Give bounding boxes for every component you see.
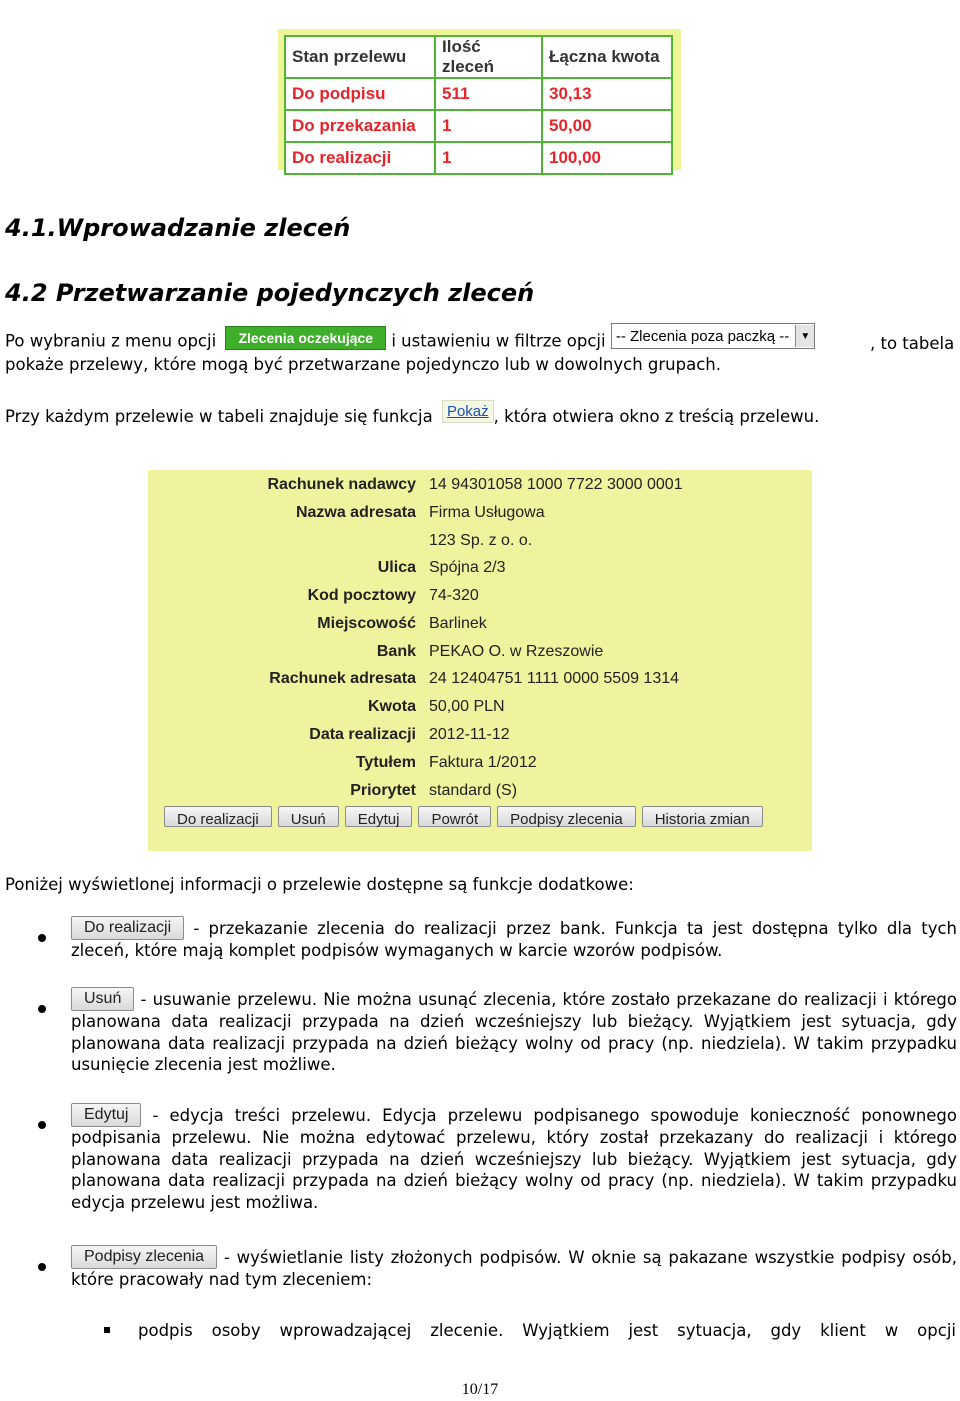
detail-value: 2012-11-12 (429, 726, 510, 743)
column-header-count: Ilość zleceń (435, 36, 542, 78)
powrot-button[interactable]: Powrót (418, 806, 491, 827)
status-summary-table (284, 35, 673, 175)
show-text: , która otwiera okno z treścią przelewu. (493, 407, 820, 426)
table-row[interactable] (285, 78, 672, 110)
status-label[interactable]: Do realizacji (285, 142, 435, 174)
do-realizacji-button[interactable]: Do realizacji (71, 916, 184, 940)
bullet-text: - edycja treści przelewu. Edycja przelewu podpisanego spowoduje konieczność ponownego (141, 1106, 957, 1125)
detail-key: Kod pocztowy (307, 587, 416, 604)
usun-button[interactable]: Usuń (71, 987, 134, 1011)
historia-zmian-button[interactable]: Historia zmian (642, 806, 763, 827)
intro-text: Po wybraniu z menu opcji (5, 331, 217, 351)
detail-value: Spójna 2/3 (429, 559, 506, 576)
detail-value: standard (S) (429, 782, 518, 799)
menu-option-button[interactable]: Zlecenia oczekujące (225, 326, 386, 350)
status-amount[interactable]: 100,00 (542, 142, 672, 174)
bullet-text: - wyświetlanie listy złożonych podpisów. W oknie są pakazane wszystkie podpisy osób, (217, 1248, 957, 1267)
detail-row (148, 500, 812, 528)
bullet-dot (38, 1005, 46, 1013)
detail-key: Nazwa adresata (295, 504, 416, 521)
table-row[interactable] (285, 142, 672, 174)
bullet-item (71, 1103, 957, 1213)
intro-line-1 (5, 323, 955, 352)
detail-key: Ulica (377, 559, 416, 576)
detail-key: Tytułem (355, 754, 416, 771)
filter-select-value: -- Zlecenia poza paczką -- (615, 327, 790, 345)
detail-key: Miejscowość (317, 615, 416, 632)
column-header-amount: Łączna kwota (542, 36, 672, 78)
show-link[interactable]: Pokaż (442, 400, 494, 423)
bullet-text: - przekazanie zlecenia do realizacji przez bank. Funkcja ta jest dostępna tylko dla tych (184, 919, 957, 938)
table-row[interactable] (285, 110, 672, 142)
bullet-text: planowana data realizacji przypada na dzień wcześniejszy lub bieżący. Wyjątkiem jest sytuacja, gdy planowana data realizacji przypada na dzień bieżący wolny od pracy (np. niedziela). W takim przypadku usunięcie zlecenia jest możliwe. (71, 1012, 957, 1074)
detail-row (148, 555, 812, 583)
section-heading-4-1: 4.1.Wprowadzanie zleceń (5, 214, 351, 242)
filter-select[interactable] (611, 323, 815, 349)
detail-key: Rachunek adresata (269, 670, 416, 687)
edytuj-button[interactable]: Edytuj (71, 1103, 141, 1127)
intro-tail: , to tabela (870, 334, 955, 353)
column-header-status: Stan przelewu (285, 36, 435, 78)
detail-row (148, 472, 812, 500)
detail-row (148, 639, 812, 667)
status-label[interactable]: Do podpisu (285, 78, 435, 110)
sub-bullet-text: podpis osoby wprowadzającej zlecenie. Wyjątkiem jest sytuacja, gdy klient w opcji (138, 1321, 956, 1340)
detail-value: Faktura 1/2012 (429, 754, 537, 771)
intro-text: i ustawieniu w filtrze opcji (391, 331, 606, 351)
bullet-text: - usuwanie przelewu. Nie można usunąć zlecenia, które zostało przekazane do realizacji i którego (134, 990, 957, 1009)
detail-key: Rachunek nadawcy (267, 476, 416, 493)
sub-bullet-square (104, 1327, 110, 1333)
detail-row (148, 750, 812, 778)
bullet-dot (38, 1121, 46, 1129)
detail-value: PEKAO O. w Rzeszowie (429, 643, 604, 660)
detail-row (148, 666, 812, 694)
detail-value: 14 94301058 1000 7722 3000 0001 (429, 476, 683, 493)
bullet-item (71, 987, 957, 1076)
bullet-item (71, 1245, 957, 1291)
detail-row (148, 528, 812, 556)
detail-row (148, 722, 812, 750)
section-heading-4-2: 4.2 Przetwarzanie pojedynczych zleceń (5, 279, 535, 307)
do-realizacji-button[interactable]: Do realizacji (164, 806, 272, 827)
show-function-line (5, 400, 819, 427)
detail-value: 24 12404751 1111 0000 5509 1314 (429, 670, 680, 687)
details-action-bar (164, 806, 763, 827)
podpisy-zlecenia-button[interactable]: Podpisy zlecenia (497, 806, 636, 827)
detail-row (148, 694, 812, 722)
bullet-item (71, 916, 957, 962)
detail-value: 123 Sp. z o. o. (429, 532, 533, 549)
detail-row (148, 583, 812, 611)
status-count[interactable]: 1 (435, 142, 542, 174)
status-amount[interactable]: 50,00 (542, 110, 672, 142)
detail-value: Barlinek (429, 615, 487, 632)
bullet-text: zleceń, które mają komplet podpisów wymaganych w karcie wzorów podpisów. (71, 941, 723, 960)
page-number: 10/17 (461, 1381, 499, 1398)
status-summary-panel (278, 29, 681, 170)
bullet-dot (38, 934, 46, 942)
status-count[interactable]: 1 (435, 110, 542, 142)
bullet-dot (38, 1263, 46, 1271)
bullet-text: podpisania przelewu. Nie można edytować przelewu, który został przekazany do realizacji i którego planowana data realizacji przypada na dzień wcześniejszy lub bieżący. Wyjątkiem jest sytuacja, gdy planowana data realizacji przypada na dzień bieżący wolny od pracy (np. niedziela). W takim przypadku edycja przelewu jest możliwa. (71, 1128, 957, 1212)
intro-line-2: pokaże przelewy, które mogą być przetwarzane pojedynczo lub w dowolnych grupach. (5, 355, 721, 374)
bullet-text: które pracowały nad tym zleceniem: (71, 1270, 373, 1289)
detail-value: 74-320 (429, 587, 479, 604)
detail-key: Bank (376, 643, 416, 660)
detail-key: Kwota (368, 698, 416, 715)
show-text: Przy każdym przelewie w tabeli znajduje się funkcja (5, 407, 433, 426)
detail-key: Data realizacji (309, 726, 416, 743)
edytuj-button[interactable]: Edytuj (345, 806, 413, 827)
detail-row (148, 778, 812, 806)
status-count[interactable]: 511 (435, 78, 542, 110)
transfer-details-panel (148, 470, 812, 851)
detail-key: Priorytet (350, 782, 416, 799)
podpisy-zlecenia-button[interactable]: Podpisy zlecenia (71, 1245, 217, 1269)
status-amount[interactable]: 30,13 (542, 78, 672, 110)
detail-value: Firma Usługowa (429, 504, 545, 521)
additional-functions-intro: Poniżej wyświetlonej informacji o przelewie dostępne są funkcje dodatkowe: (5, 875, 634, 894)
detail-value: 50,00 PLN (429, 698, 505, 715)
usun-button[interactable]: Usuń (278, 806, 339, 827)
status-label[interactable]: Do przekazania (285, 110, 435, 142)
chevron-down-icon: ▼ (795, 325, 814, 347)
detail-row (148, 611, 812, 639)
